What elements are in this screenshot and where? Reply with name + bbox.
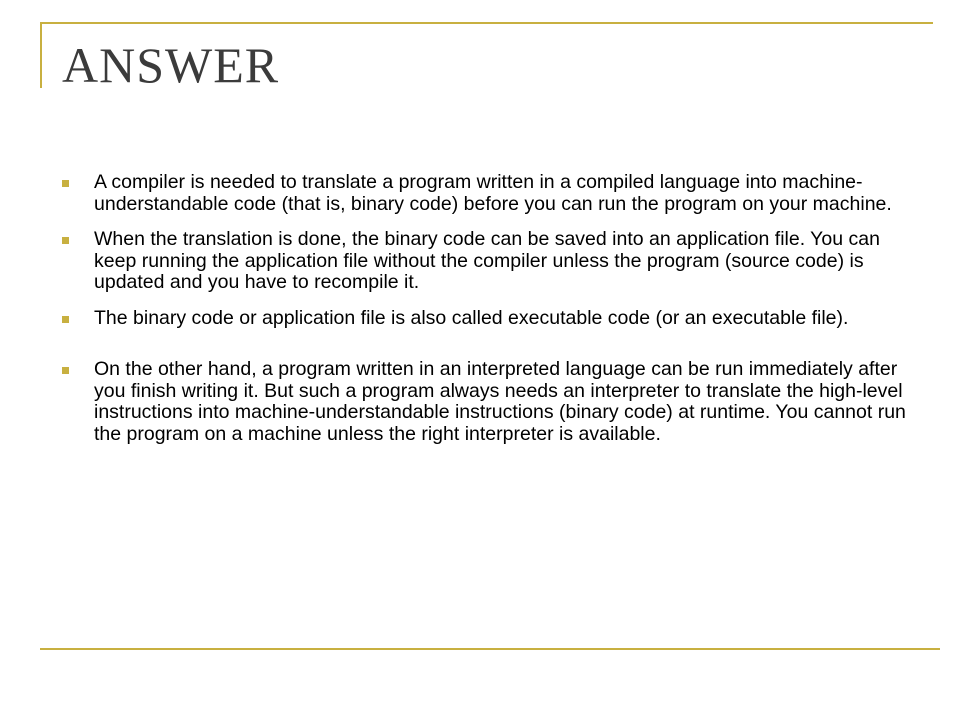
top-divider	[40, 22, 933, 24]
slide-title: ANSWER	[62, 37, 280, 93]
square-bullet-icon	[62, 367, 69, 374]
bullet-item	[62, 308, 912, 330]
square-bullet-icon	[62, 316, 69, 323]
square-bullet-icon	[62, 180, 69, 187]
bullet-item	[62, 229, 912, 294]
square-bullet-icon	[62, 237, 69, 244]
bullet-text: A compiler is needed to translate a program written in a compiled language into machine-understandable code (that is, binary code) before you can run the program on your machine.	[94, 171, 892, 215]
bullet-text: When the translation is done, the binary code can be saved into an application file. You can keep running the application file without the compiler unless the program (source code) is updated and you have to recompile it.	[94, 228, 880, 293]
bullet-item	[62, 172, 912, 215]
bullet-item	[62, 359, 912, 445]
bullet-list	[62, 172, 912, 445]
bottom-divider	[40, 648, 940, 650]
bullet-text: On the other hand, a program written in an interpreted language can be run immediately after you finish writing it. But such a program always needs an interpreter to translate the high-level instructions into machine-understandable instructions (binary code) at runtime. You cannot run the program on a machine unless the right interpreter is available.	[94, 358, 906, 445]
bullet-text: The binary code or application file is also called executable code (or an executable file).	[94, 306, 849, 329]
left-accent-line	[40, 22, 42, 88]
